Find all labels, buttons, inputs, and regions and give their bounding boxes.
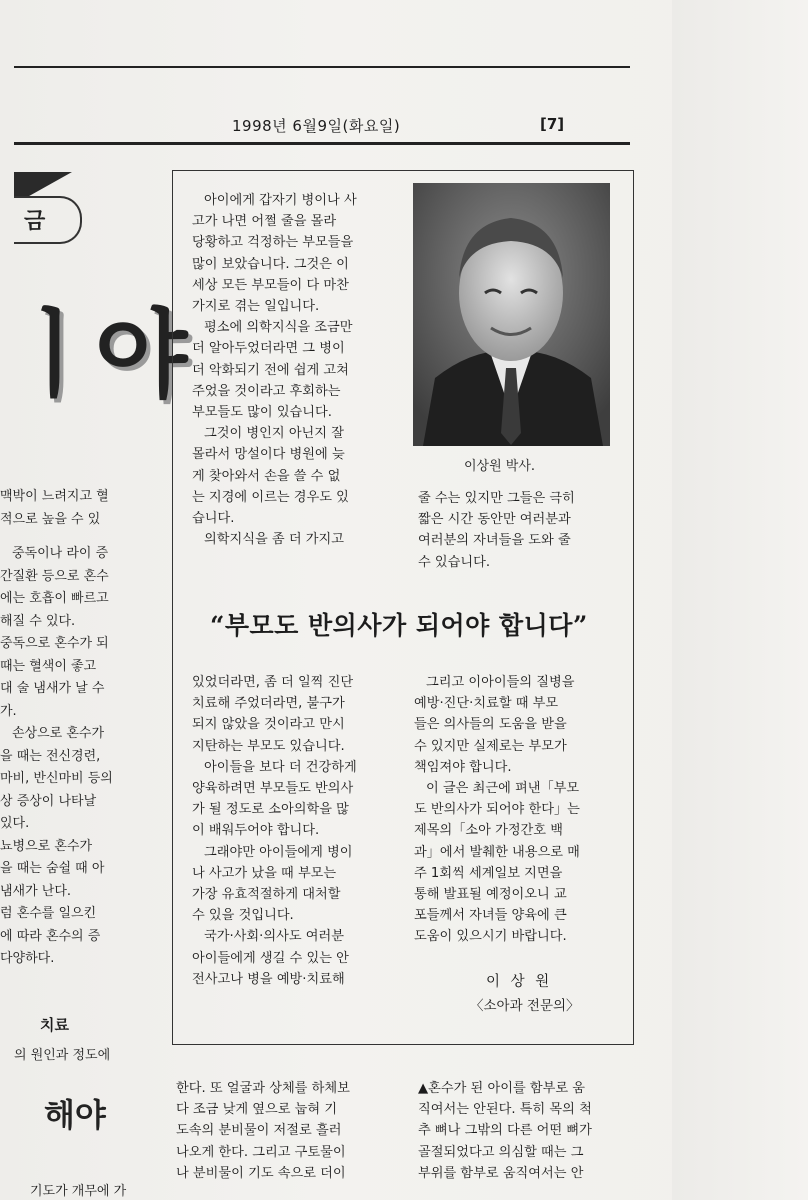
text-line: 다 조금 낮게 옆으로 눕혀 기: [176, 1102, 338, 1118]
issue-date: 1998년 6월9일(화요일): [232, 117, 401, 135]
left-heading-fragment: 금: [24, 209, 46, 234]
text-line: 줄 수는 있지만 그들은 극히: [418, 491, 575, 506]
text-line: 적으로 높을 수 있: [0, 511, 101, 527]
text-line: 치료해 주었더라면, 불구가: [192, 696, 345, 712]
text-line: 당황하고 걱정하는 부모들을: [192, 235, 354, 251]
text-line: 여러분의 자녀들을 도와 줄: [418, 533, 571, 549]
text-line: 도움이 있으시기 바랍니다.: [414, 929, 567, 945]
text-line: 간질환 등으로 혼수: [0, 568, 109, 584]
text-line: 을 때는 숨쉴 때 아: [0, 861, 105, 876]
text-line: 추 뼈나 그밖의 다른 어떤 뼈가: [418, 1123, 592, 1139]
column-headline: “부모도 반의사가 되어야 합니다”: [210, 611, 588, 640]
text-line: 마비, 반신마비 등의: [0, 771, 113, 786]
text-line: 아이에게 갑자기 병이나 사: [204, 193, 357, 208]
text-line: 한다. 또 얼굴과 상체를 하체보: [176, 1081, 350, 1096]
text-line: 대 술 냄새가 날 수: [0, 681, 105, 696]
text-line: 부위를 함부로 움직여서는 안: [418, 1165, 584, 1181]
text-line: 상 증상이 나타날: [0, 793, 97, 809]
text-line: 그래야만 아이들에게 병이: [204, 844, 353, 860]
left-subhead: 치료: [40, 1016, 69, 1034]
text-line: 전사고나 병을 예방·치료해: [192, 971, 345, 987]
text-line: 수 있을 것입니다.: [192, 908, 294, 924]
text-line: 이 배워두어야 합니다.: [192, 823, 320, 839]
text-line: 습니다.: [192, 511, 235, 527]
text-line: 몰라서 망설이다 병원에 늦: [192, 447, 345, 463]
text-line: 중독으로 혼수가 되: [0, 636, 109, 651]
scan-margin: [672, 0, 808, 1200]
left-article-body: [0, 486, 160, 971]
text-line: 제목의「소아 가정간호 백: [414, 823, 563, 839]
text-line: 있었더라면, 좀 더 일찍 진단: [192, 675, 354, 690]
text-line: 주 1회씩 세계일보 지면을: [414, 865, 563, 881]
text-line: 더 알아두었더라면 그 병이: [192, 341, 345, 357]
text-line: 짧은 시간 동안만 여러분과: [418, 512, 571, 528]
text-line: 맥박이 느려지고 혈: [0, 489, 109, 504]
text-line: 부모들도 많이 있습니다.: [192, 405, 332, 421]
left-bottom-title: 해야: [44, 1096, 106, 1134]
left-banner-shape: [14, 172, 72, 198]
text-line: 더 악화되기 전에 쉽게 고쳐: [192, 362, 349, 378]
text-line: 평소에 의학지식을 조금만: [204, 320, 353, 336]
column-body-top-right: [418, 488, 575, 573]
text-line: 아이들을 보다 더 건강하게: [204, 759, 357, 775]
text-line: 중독이나 라이 증: [12, 546, 109, 561]
text-line: 도 반의사가 되어야 한다」는: [414, 802, 580, 818]
portrait-image: [413, 183, 610, 446]
text-line: 많이 보았습니다. 그것은 이: [192, 256, 349, 272]
top-rule: [14, 66, 630, 68]
page-number: [7]: [540, 115, 565, 133]
text-line: 을 때는 전신경련,: [0, 748, 101, 764]
text-line: 아이들에게 생길 수 있는 안: [192, 950, 349, 966]
text-line: 양육하려면 부모들도 반의사: [192, 781, 354, 797]
text-line: 직여서는 안된다. 특히 목의 척: [418, 1102, 592, 1118]
column-body-bottom-left: [192, 672, 357, 990]
text-line: 냄새가 난다.: [0, 883, 72, 899]
text-line: 게 찾아와서 손을 쓸 수 없: [192, 468, 341, 484]
text-line: 과」에서 발췌한 내용으로 매: [414, 844, 580, 860]
text-line: 책임져야 합니다.: [414, 759, 512, 775]
lower-article-col2: [418, 1078, 592, 1184]
text-line: 가장 유효적절하게 대처할: [192, 887, 341, 903]
text-line: 럼 혼수를 일으킨: [0, 906, 97, 921]
left-big-title: ㅣ야: [8, 299, 182, 411]
text-line: 가 될 정도로 소아의학을 많: [192, 802, 349, 818]
text-line: 주었을 것이라고 후회하는: [192, 383, 341, 399]
text-line: 세상 모든 부모들이 다 마찬: [192, 277, 349, 293]
text-line: 되지 않았을 것이라고 만시: [192, 717, 345, 733]
text-line: 골절되었다고 의심할 때는 그: [418, 1144, 584, 1160]
text-line: 통해 발표될 예정이오니 교: [414, 887, 567, 903]
text-line: 나오게 한다. 그리고 구토물이: [176, 1144, 346, 1160]
text-line: 지탄하는 부모도 있습니다.: [192, 738, 345, 754]
text-line: 의학지식을 좀 더 가지고: [204, 532, 344, 548]
text-line: 손상으로 혼수가: [12, 726, 105, 741]
column-body-top-left: [192, 190, 357, 550]
text-line: 나 분비물이 기도 속으로 더이: [176, 1165, 346, 1181]
text-line: 는 지경에 이르는 경우도 있: [192, 489, 349, 505]
text-line: 다양하다.: [0, 951, 55, 966]
column-body-bottom-right: [414, 672, 580, 948]
left-bottom-line: 기도가 개무에 가: [30, 1184, 127, 1199]
text-line: 이 글은 최근에 펴낸「부모: [426, 781, 580, 797]
text-line: 가지로 겪는 일입니다.: [192, 299, 320, 315]
text-line: 에는 호흡이 빠르고: [0, 591, 109, 606]
text-line: 수 있습니다.: [418, 554, 491, 570]
text-line: 뇨병으로 혼수가: [0, 838, 93, 854]
text-line: 에 따라 혼수의 증: [0, 928, 101, 944]
text-line: 들은 의사들의 도움을 받을: [414, 717, 567, 733]
header-rule: [14, 142, 630, 145]
photo-caption: 이상원 박사.: [464, 459, 536, 474]
author-title: 〈소아과 전문의〉: [470, 998, 580, 1014]
text-line: 때는 혈색이 좋고: [0, 658, 97, 674]
text-line: 수 있지만 실제로는 부모가: [414, 738, 567, 754]
left-sub-line: 의 원인과 정도에: [14, 1048, 111, 1063]
text-line: ▲혼수가 된 아이를 함부로 움: [418, 1081, 586, 1096]
text-line: 그리고 이아이들의 질병을: [426, 675, 575, 690]
text-line: 국가·사회·의사도 여러분: [204, 929, 344, 945]
text-line: 포들께서 자녀들 양육에 큰: [414, 908, 567, 924]
text-line: 그것이 병인지 아닌지 잘: [204, 426, 344, 442]
text-line: 고가 나면 어쩔 줄을 몰라: [192, 214, 337, 230]
text-line: 도속의 분비물이 저절로 흘러: [176, 1123, 342, 1139]
author-name: 이 상 원: [486, 974, 553, 990]
text-line: 있다.: [0, 816, 30, 831]
text-line: 예방·진단·치료할 때 부모: [414, 696, 559, 712]
text-line: 가.: [0, 703, 17, 719]
text-line: 해질 수 있다.: [0, 613, 76, 629]
text-line: 나 사고가 났을 때 부모는: [192, 865, 337, 881]
text-line: [0, 531, 160, 543]
author-photo: [413, 183, 610, 446]
lower-article-col1: [176, 1078, 350, 1184]
